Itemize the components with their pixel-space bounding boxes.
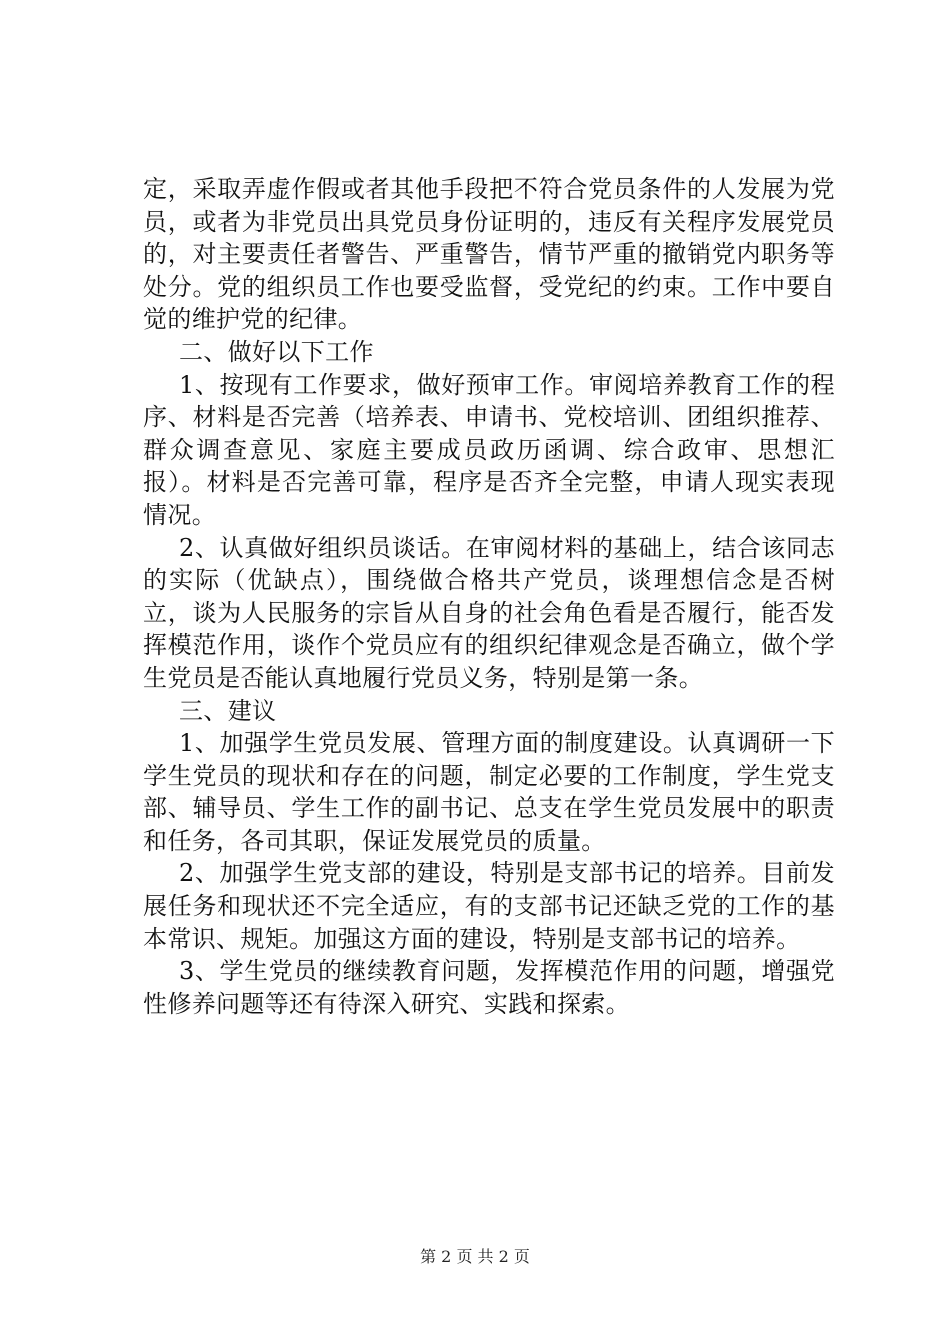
document-body: [143, 173, 835, 1020]
page-footer: [0, 1244, 950, 1267]
section-heading-three: 三、建议: [179, 696, 277, 725]
suggestion-item-1: 1、加强学生党员发展、管理方面的制度建设。认真调研一下学生党员的现状和存在的问题，制定必要的工作制度，学生党支部、辅导员、学生工作的副书记、总支在学生党员发展中的职责和任务，各司其职，保证发展党员的质量。: [143, 729, 835, 855]
paragraph-item-2: 2、认真做好组织员谈话。在审阅材料的基础上，结合该同志的实际（优缺点），围绕做合格共产党员，谈理想信念是否树立，谈为人民服务的宗旨从自身的社会角色看是否履行，能否发挥模范作用，谈作个党员应有的组织纪律观念是否确立，做个学生党员是否能认真地履行党员义务，特别是第一条。: [143, 533, 835, 692]
page-number-label: 第 2 页 共 2 页: [420, 1247, 530, 1266]
paragraph-continuation: 定，采取弄虚作假或者其他手段把不符合党员条件的人发展为党员，或者为非党员出具党员身份证明的，违反有关程序发展党员的，对主要责任者警告、严重警告，情节严重的撤销党内职务等处分。党的组织员工作也要受监督，受党纪的约束。工作中要自觉的维护党的纪律。: [143, 175, 835, 334]
suggestion-item-3: 3、学生党员的继续教育问题，发挥模范作用的问题，增强党性修养问题等还有待深入研究、实践和探索。: [143, 957, 835, 1018]
paragraph-item-1: 1、按现有工作要求，做好预审工作。审阅培养教育工作的程序、材料是否完善（培养表、申请书、党校培训、团组织推荐、群众调查意见、家庭主要成员政历函调、综合政审、思想汇报）。材料是否完善可靠，程序是否齐全完整，申请人现实表现情况。: [143, 370, 835, 529]
suggestion-item-2: 2、加强学生党支部的建设，特别是支部书记的培养。目前发展任务和现状还不完全适应，有的支部书记还缺乏党的工作的基本常识、规矩。加强这方面的建设，特别是支部书记的培养。: [143, 859, 835, 953]
section-heading-two: 二、做好以下工作: [179, 337, 374, 366]
